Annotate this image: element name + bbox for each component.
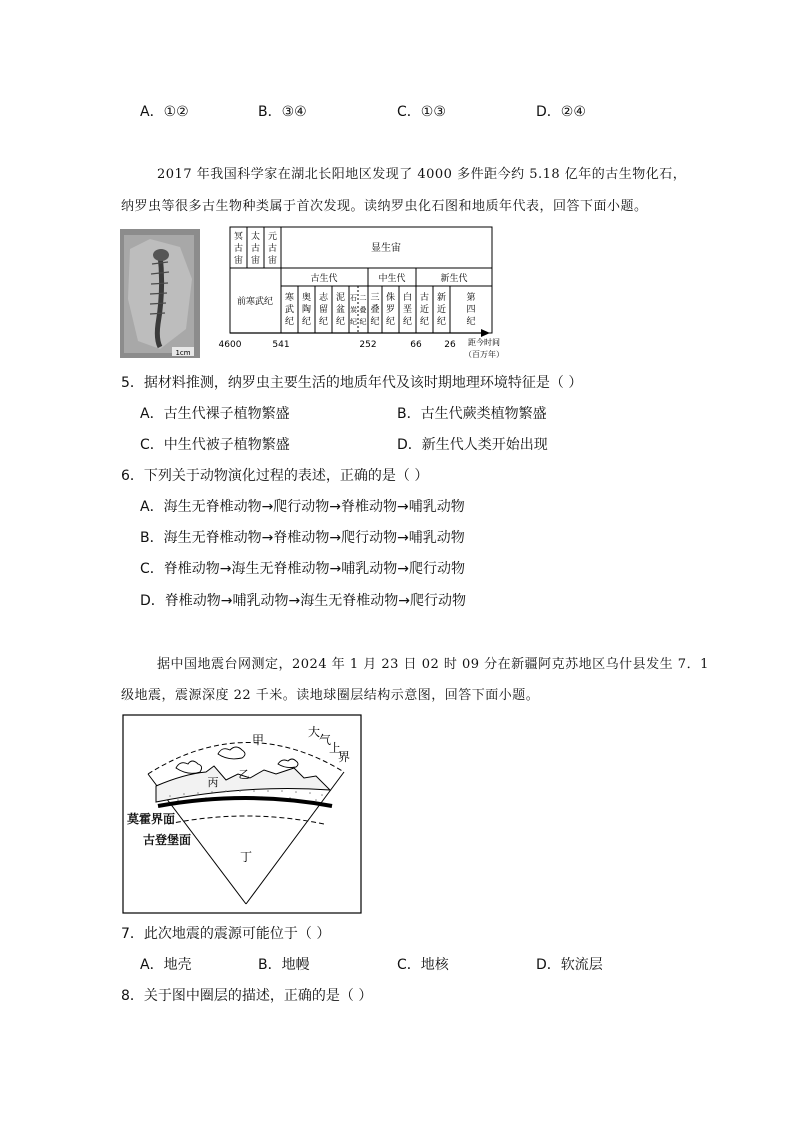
- tick-4600: 4600: [218, 340, 242, 350]
- material1-line2: 纳罗虫等很多古生物种类属于首次发现。读纳罗虫化石图和地质年代表，回答下面小题。: [121, 199, 648, 214]
- period-paleogene-char-1: 古: [419, 293, 430, 303]
- period-cambrian-char-1: 寒: [284, 293, 295, 303]
- layer-yi-label: 乙: [238, 768, 250, 781]
- eon-hadean-1: 冥: [233, 232, 244, 242]
- period-ordovician-char-1: 奥: [301, 293, 312, 303]
- period-devonian-char-2: 盆: [335, 305, 346, 315]
- period-triassic-char-1: 三: [370, 293, 380, 303]
- atmosphere-label-4: 界: [337, 750, 351, 764]
- atmosphere-label-1: 大: [307, 725, 321, 739]
- layer-bing-label: 丙: [207, 776, 219, 789]
- period-silurian-char-1: 志: [318, 293, 329, 303]
- period-jurassic-char-3: 纪: [385, 317, 396, 327]
- geologic-time-table: [218, 226, 518, 364]
- period-jurassic-char-1: 侏: [385, 293, 396, 303]
- period-cambrian-char-3: 纪: [284, 317, 295, 327]
- period-silurian-char-3: 纪: [318, 317, 329, 327]
- q5-option-a: A．古生代裸子植物繁盛: [140, 406, 290, 422]
- q4-option-c: C．①③: [397, 104, 446, 120]
- atmosphere-label-3: 上: [328, 741, 342, 755]
- q5-option-d: D．新生代人类开始出现: [397, 437, 548, 453]
- q5-option-b: B．古生代蕨类植物繁盛: [397, 406, 547, 422]
- material2-line1: 据中国地震台网测定，2024 年 1 月 23 日 02 时 09 分在新疆阿克苏地区乌什县发生 7．1: [157, 657, 709, 672]
- q6-option-d: D．脊椎动物→哺乳动物→海生无脊椎动物→爬行动物: [140, 593, 466, 609]
- axis-unit: （百万年）: [464, 350, 504, 359]
- eon-proterozoic-2: 古: [267, 244, 278, 254]
- period-cretaceous-char-2: 垩: [402, 305, 413, 315]
- q6-option-a: A．海生无脊椎动物→爬行动物→脊椎动物→哺乳动物: [140, 499, 465, 515]
- period-neogene-char-3: 纪: [436, 317, 447, 327]
- q7-option-d: D．软流层: [536, 957, 603, 973]
- q4-option-a: A．①②: [140, 104, 189, 120]
- period-triassic-char-3: 纪: [370, 317, 380, 327]
- layer-jia-label: 甲: [251, 733, 265, 747]
- q8-stem: 8．关于图中圈层的描述，正确的是（ ）: [121, 988, 373, 1004]
- period-cretaceous-char-1: 白: [402, 293, 413, 303]
- q6-option-b: B．海生无脊椎动物→脊椎动物→爬行动物→哺乳动物: [140, 530, 465, 546]
- period-carboniferous-char-1: 石: [350, 294, 357, 302]
- period-paleogene-char-3: 纪: [419, 317, 430, 327]
- period-jurassic-char-2: 罗: [385, 305, 396, 315]
- period-ordovician-char-3: 纪: [301, 317, 312, 327]
- q7-option-a: A．地壳: [140, 957, 192, 973]
- eon-hadean-2: 古: [233, 244, 244, 254]
- q7-stem: 7．此次地震的震源可能位于（ ）: [121, 926, 331, 942]
- q7-option-c: C．地核: [397, 957, 449, 973]
- q5-stem: 5．据材料推测，纳罗虫主要生活的地质年代及该时期地理环境特征是（ ）: [121, 375, 583, 391]
- period-carboniferous-char-3: 纪: [350, 318, 357, 326]
- era-mesozoic: 中生代: [378, 274, 406, 284]
- atmosphere-label-2: 气: [318, 733, 332, 747]
- fossil-scale-label: 1cm: [175, 349, 191, 357]
- era-paleozoic: 古生代: [310, 274, 338, 284]
- q6-stem: 6．下列关于动物演化过程的表述，正确的是（ ）: [121, 468, 429, 484]
- q5-option-c: C．中生代被子植物繁盛: [140, 437, 290, 453]
- period-quaternary-char-2: 四: [466, 305, 476, 315]
- period-cretaceous-char-3: 纪: [402, 317, 413, 327]
- q4-option-b: B．③④: [258, 104, 307, 120]
- axis-label: 距今时间: [468, 338, 500, 347]
- tick-252: 252: [359, 340, 377, 350]
- eon-archean-2: 古: [250, 244, 261, 254]
- period-neogene-char-2: 近: [436, 305, 447, 315]
- period-quaternary-char-1: 第: [466, 293, 476, 303]
- eon-hadean-3: 宙: [233, 256, 244, 266]
- period-quaternary-char-3: 纪: [466, 317, 476, 327]
- gutenberg-label: 古登堡面: [143, 833, 192, 847]
- eon-archean-1: 太: [250, 232, 261, 242]
- tick-66: 66: [410, 340, 422, 350]
- precambrian-label: 前寒武纪: [236, 297, 274, 307]
- period-silurian-char-2: 留: [318, 305, 329, 315]
- material2-line2: 级地震，震源深度 22 千米。读地球圈层结构示意图，回答下面小题。: [121, 688, 540, 703]
- period-carboniferous-char-2: 炭: [350, 306, 357, 314]
- q6-option-c: C．脊椎动物→海生无脊椎动物→哺乳动物→爬行动物: [140, 561, 465, 577]
- tick-541: 541: [272, 340, 290, 350]
- eon-archean-3: 宙: [250, 256, 261, 266]
- fossil-photo: [120, 229, 200, 358]
- tick-26: 26: [444, 340, 456, 350]
- period-devonian-char-3: 纪: [335, 317, 346, 327]
- period-cambrian-char-2: 武: [284, 305, 295, 315]
- period-paleogene-char-2: 近: [419, 305, 430, 315]
- eon-proterozoic-1: 元: [267, 232, 278, 242]
- material1-line1: 2017 年我国科学家在湖北长阳地区发现了 4000 多件距今约 5.18 亿年的古生物化石，: [157, 167, 687, 182]
- period-permian-char-3: 纪: [359, 318, 367, 326]
- period-ordovician-char-2: 陶: [301, 305, 312, 315]
- layer-ding-label: 丁: [239, 850, 253, 864]
- period-permian-char-1: 二: [359, 294, 367, 302]
- period-permian-char-2: 叠: [359, 306, 367, 314]
- q4-option-d: D．②④: [536, 104, 586, 120]
- era-cenozoic: 新生代: [440, 274, 468, 284]
- period-triassic-char-2: 叠: [370, 305, 380, 315]
- eon-proterozoic-3: 宙: [267, 256, 278, 266]
- phanerozoic-label: 显生宙: [371, 243, 401, 254]
- q7-option-b: B．地幔: [258, 957, 310, 973]
- period-devonian-char-1: 泥: [335, 293, 346, 303]
- moho-label: 莫霍界面: [127, 812, 176, 826]
- period-neogene-char-1: 新: [436, 293, 447, 303]
